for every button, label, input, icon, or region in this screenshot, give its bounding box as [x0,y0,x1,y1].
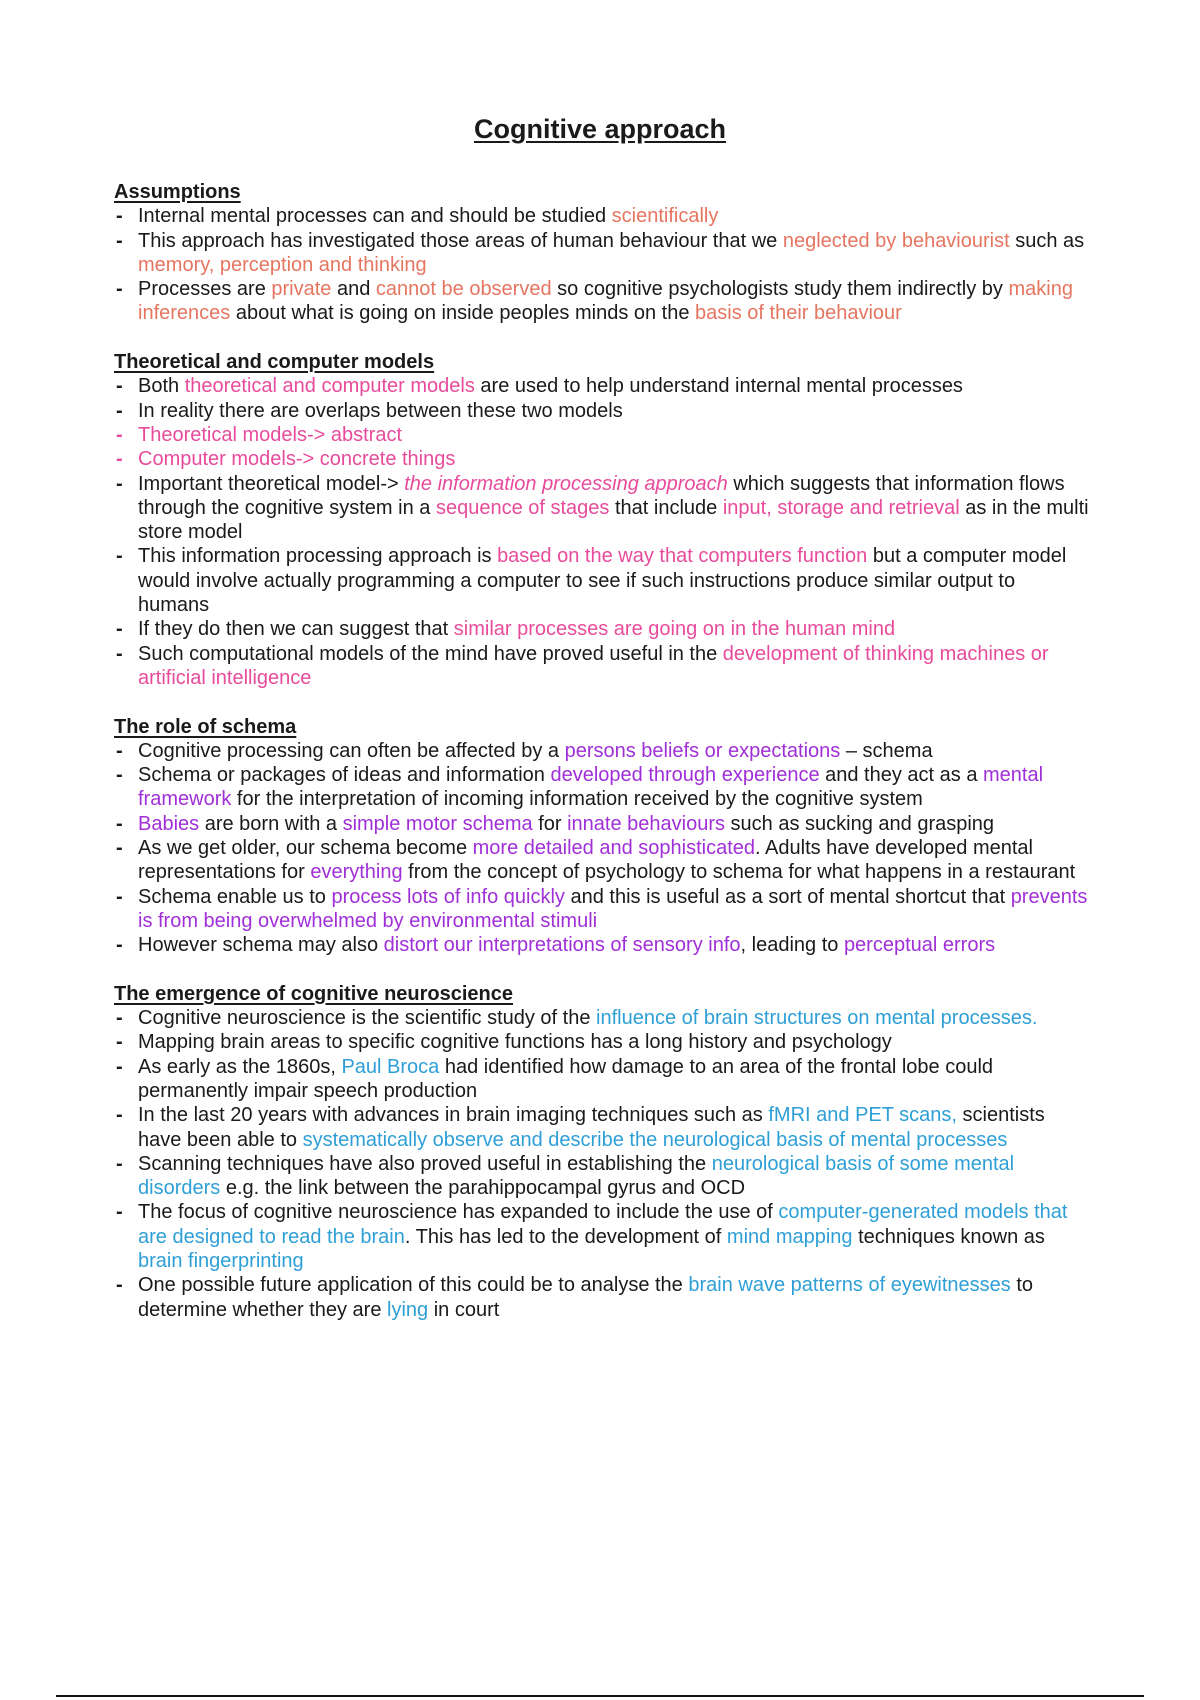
highlighted-text: everything [310,861,403,884]
body-text: e.g. the link between the parahippocampal gyrus and OCD [220,1177,746,1200]
highlighted-text: more detailed and sophisticated [472,837,756,860]
bullet-list [114,374,1089,690]
bullet-item [114,423,1089,447]
body-text: Schema or packages of ideas and information [138,764,551,787]
highlighted-text: private [271,278,332,301]
bullet-list [114,739,1089,958]
body-text: are used to help understand internal mental processes [474,375,963,398]
body-text: One possible future application of this could be to analyse the [138,1274,689,1297]
bullet-item [114,399,1089,423]
body-text: In the last 20 years with advances in brain imaging techniques such as [138,1104,769,1127]
body-text: are born with a [199,812,343,835]
body-text: which suggests that information flows through the cognitive system in a [138,472,1065,519]
highlighted-text: process lots of info quickly [331,885,565,908]
body-text: so cognitive psychologists study them indirectly by [551,278,1009,301]
body-text: , leading to [740,934,844,957]
body-text: If they do then we can suggest that [138,618,454,641]
section [114,715,1089,958]
page-title: Cognitive approach [473,114,727,144]
highlighted-text: development of thinking machines or artificial intelligence [138,642,1049,689]
body-text: Schema enable us to [138,885,332,908]
highlighted-text: simple motor schema [342,812,533,835]
highlighted-text: distort our interpretations of sensory info [383,934,741,957]
bullet-item [114,1006,1089,1030]
bullet-item [114,642,1089,691]
body-text: However schema may also [138,934,384,957]
body-text: – schema [840,739,933,762]
section [114,982,1089,1322]
highlighted-text: developed through experience [550,764,820,787]
highlighted-text: perceptual errors [843,934,996,957]
highlighted-text: mind mapping [726,1225,853,1248]
body-text: This approach has investigated those areas of human behaviour that we [138,229,783,252]
bullet-item [114,617,1089,641]
body-text: and [331,278,376,301]
bullet-item [114,1152,1089,1201]
highlighted-text: Babies [138,812,200,835]
section [114,350,1089,690]
highlighted-text: brain fingerprinting [138,1250,304,1273]
highlighted-text: brain wave patterns of eyewitnesses [688,1274,1011,1297]
section [114,180,1089,326]
body-text: As we get older, our schema become [138,837,473,860]
body-text: to determine whether they are [138,1274,1034,1321]
highlighted-text: computer-generated models that are designed to read the brain [138,1201,1068,1248]
bullet-item [114,1055,1089,1104]
body-text: Such computational models of the mind have proved useful in the [138,642,723,665]
body-text: from the concept of psychology to schema for what happens in a restaurant [402,861,1076,884]
highlighted-text: basis of their behaviour [695,302,902,325]
highlighted-text: memory, perception and thinking [138,253,427,276]
body-text: had identified how damage to an area of the frontal lobe could permanently impair speech production [138,1055,994,1102]
section-heading: The emergence of cognitive neuroscience [114,982,514,1005]
bullet-item [114,739,1089,763]
body-text: in court [428,1298,500,1321]
body-text: but a computer model would involve actually programming a computer to see if such instructions produce similar output to humans [138,545,1067,617]
body-text: Mapping brain areas to specific cognitive functions has a long history and psychology [138,1031,892,1054]
body-text: . Adults have developed mental representations for [138,837,1033,884]
highlighted-text: fMRI and PET scans, [768,1104,957,1127]
body-text: In reality there are overlaps between these two models [138,399,623,422]
body-text: Processes are [138,278,272,301]
highlighted-text: mental framework [138,764,1044,811]
notes-body [114,180,1089,1346]
body-text: scientists have been able to [138,1104,1045,1151]
highlighted-text: theoretical and computer models [184,375,475,398]
body-text: such as sucking and grasping [724,812,995,835]
bullet-item [114,836,1089,885]
bullet-list [114,1006,1089,1322]
body-text: Important theoretical model-> [138,472,405,495]
body-text: . This has led to the development of [404,1225,727,1248]
highlighted-text: making inferences [138,278,1073,325]
bullet-item [114,885,1089,934]
bullet-item [114,1103,1089,1152]
highlighted-text: similar processes are going on in the human mind [453,618,896,641]
highlighted-text: persons beliefs or expectations [564,739,841,762]
body-text: As early as the 1860s, [138,1055,342,1078]
bullet-item [114,1273,1089,1322]
highlighted-text: Paul Broca [341,1055,440,1078]
section-heading: The role of schema [114,715,297,738]
bullet-item [114,277,1089,326]
body-text: and this is useful as a sort of mental shortcut that [564,885,1011,908]
body-text: such as [1009,229,1085,252]
section-heading: Theoretical and computer models [114,351,435,374]
body-text: Cognitive neuroscience is the scientific study of the [138,1007,597,1030]
highlighted-text: neurological basis of some mental disorders [138,1152,1015,1200]
bullet-item [114,472,1089,545]
body-text: and they act as a [819,764,983,787]
highlighted-text: influence of brain structures on mental processes. [596,1007,1038,1030]
bullet-item [114,544,1089,617]
bullet-item [114,933,1089,957]
body-text: about what is going on inside peoples minds on the [230,302,696,325]
bullet-item [114,447,1089,471]
highlighted-text: sequence of stages [435,496,610,519]
body-text: Both [138,375,185,398]
highlighted-text: the information processing approach [404,472,728,495]
body-text: Cognitive processing can often be affected by a [138,739,565,762]
body-text: as in the multi store model [138,496,1089,544]
section-heading: Assumptions [114,181,241,203]
body-text: techniques known as [852,1225,1045,1248]
body-text: Scanning techniques have also proved useful in establishing the [138,1152,712,1175]
bullet-item [114,374,1089,398]
bullet-item [114,204,1089,228]
body-text: Internal mental processes can and should be studied [138,205,612,228]
highlighted-text: innate behaviours [567,812,725,835]
body-text: that include [609,496,723,519]
bullet-item [114,812,1089,836]
bullet-item [114,763,1089,812]
highlighted-text: neglected by behaviourist [782,229,1010,252]
body-text: The focus of cognitive neuroscience has expanded to include the use of [138,1201,779,1224]
highlighted-text: scientifically [611,205,719,228]
highlighted-text: Theoretical models-> abstract [138,423,403,446]
bullet-item [114,229,1089,278]
bullet-list [114,204,1089,325]
bullet-item [114,1200,1089,1273]
highlighted-text: Computer models-> concrete things [138,448,456,471]
highlighted-text: prevents is from being overwhelmed by environmental stimuli [138,885,1088,932]
body-text: for the interpretation of incoming information received by the cognitive system [231,788,923,811]
highlighted-text: cannot be observed [375,278,552,301]
body-text: for [532,812,568,835]
highlighted-text: based on the way that computers function [497,545,868,568]
highlighted-text: lying [387,1298,429,1321]
highlighted-text: systematically observe and describe the neurological basis of mental processes [302,1128,1008,1151]
bullet-item [114,1030,1089,1054]
footer-divider [56,1695,1144,1697]
highlighted-text: input, storage and retrieval [722,496,960,519]
body-text: This information processing approach is [138,545,498,568]
